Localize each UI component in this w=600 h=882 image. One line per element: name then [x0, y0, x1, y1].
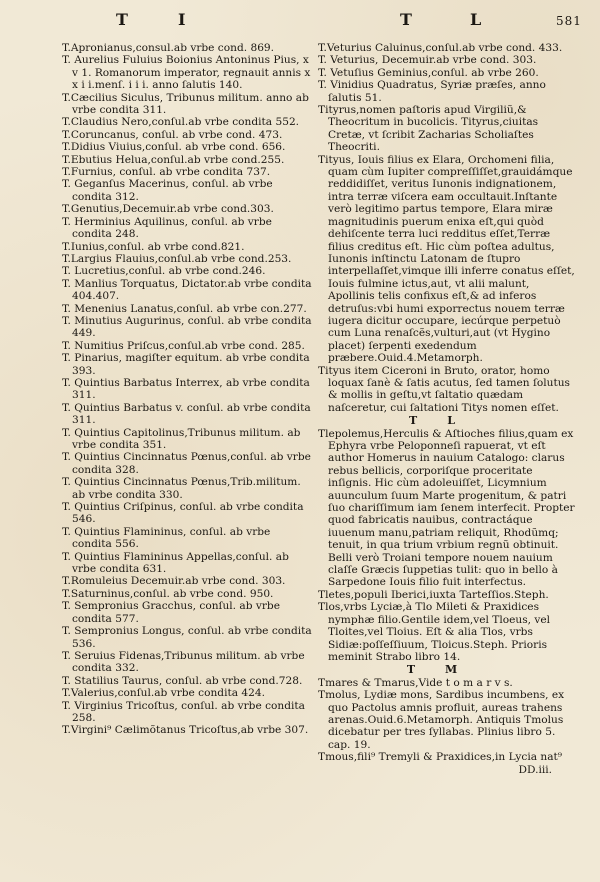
left-column — [62, 42, 312, 737]
dictionary-entry: Tityus item Ciceroni in Bruto, orator, homo loquax ſanè & ſatis acutus, ſed tamen ſolutus & mollis in geſtu,vt ſaltatio quædam naſceretur, cui ſaltationi Titys nomen eſſet. — [318, 364, 570, 414]
dictionary-entry: T. Sempronius Longus, conſul. ab vrbe condita 536. — [62, 625, 312, 650]
dictionary-entry: T.Didius Viuius,conſul. ab vrbe cond. 656. — [62, 141, 286, 154]
dictionary-entry: T.Veturius Caluinus,conſul.ab vrbe cond. 433. — [318, 42, 563, 54]
dictionary-entry: T. Vetuſius Geminius,conſul. ab vrbe 260. — [318, 66, 539, 79]
running-header — [0, 10, 600, 30]
header-letter: T — [116, 10, 129, 29]
dictionary-entry: T.Apronianus,consul.ab vrbe cond. 869. — [62, 42, 275, 54]
dictionary-entry: T.Claudius Nero,conſul.ab vrbe condita 552. — [62, 116, 300, 129]
right-entries-a — [318, 42, 576, 414]
dictionary-entry: T. Quintius Capitolinus,Tribunus militum. ab vrbe condita 351. — [62, 426, 301, 451]
dictionary-entry: Tlepolemus,Herculis & Aſtioches filius,quam ex Ephyra vrbe Peloponneſi rapuerat, vt eſt author Homerus in nauium Catalogo: clarus rebus bellicis, corporiſque proceritate inſignis. Hic cùm adoleuiſſet, Licymnium auunculum ſuum Marte progenitum, & patri ſuo chariſſimum iam ſenem interfecit. Propter quod fabricatis nauibus, contractáque iuuenum manu,patriam reliquit, Rhodũmq; tenuit, in qua trium vrbium regnũ obtinuit. Belli verò Troiani tempore nouem nauium claſſe Græcis ſuppetias tulit: quo in bello à Sarpedone Iouis filio fuit interfectus. — [318, 427, 575, 589]
section-heading-tm: TM — [406, 663, 488, 677]
right-entries-c — [318, 677, 576, 764]
dictionary-entry: T. Quintius Cincinnatus Pœnus,conſul. ab vrbe condita 328. — [62, 451, 311, 476]
dictionary-entry: T. Veturius, Decemuir.ab vrbe cond. 303. — [318, 54, 537, 67]
dictionary-entry: T.Valerius,conſul.ab vrbe condita 424. — [62, 687, 266, 700]
header-letter: I — [178, 10, 187, 29]
dictionary-entry: T. Quintius Criſpinus, conſul. ab vrbe condita 546. — [62, 501, 304, 526]
dictionary-entry: T.Largius Flauius,conſul.ab vrbe cond.253. — [62, 252, 292, 265]
catchword: DD.iii. — [518, 763, 552, 776]
dictionary-entry: T. Quintius Cincinnatus Pœnus,Trib.militum. ab vrbe condita 330. — [62, 476, 301, 501]
dictionary-entry: T. Menenius Lanatus,conſul. ab vrbe con.277. — [62, 302, 307, 315]
dictionary-entry: T.Romuleius Decemuir.ab vrbe cond. 303. — [62, 575, 286, 588]
dictionary-entry: T. Herminius Aquilinus, conſul. ab vrbe condita 248. — [62, 215, 272, 241]
page-number: 581 — [556, 14, 582, 28]
dictionary-entry: Tityrus,nomen paſtoris apud Virgiliũ,& Theocritum in bucolicis. Tityrus,ciuitas Cretæ, vt ſcribit Zacharias Scholiaſtes Theocriti. — [318, 104, 539, 154]
header-letter: T — [400, 10, 413, 29]
dictionary-entry: T.Furnius, conſul. ab vrbe condita 737. — [62, 166, 271, 179]
right-entries-b — [318, 428, 576, 664]
dictionary-entry: Tletes,populi Iberici,iuxta Tarteſſios.Steph. — [318, 588, 549, 601]
dictionary-entry: T. Pinarius, magiſter equitum. ab vrbe condita 393. — [62, 352, 310, 377]
dictionary-entry: Tityus, Iouis filius ex Elara, Orchomeni filia, quam cùm Iupiter compreſſiſſet,grauidámque reddidiſſet, veritus Iunonis indignationem, intra terræ viſcera eam occultauit.Inſtante verò legitimo partus tempore, Elara miræ magnitudinis puerum enixa eſt,qui quòd dehiſcente terra luci redditus eſſet,Terræ filius creditus eſt. Hic cùm poſtea adultus, Iunonis inſtinctu Latonam de ſtupro interpellaſſet,vimque illi inferre conatus eſſet, Iouis fulmine ictus,aut, vt alii malunt, Apollinis telis confixus eſt,& ad inferos detruſus:vbi humi exporrectus nouem terræ iugera dicitur occupare, iecúrque perpetuò cum Luna renaſcẽs,vulturi,aut (vt Hygino placet) ſerpenti exedendum præbere.Ouid.4.Metamorph. — [318, 153, 575, 365]
dictionary-entry: Tmares & Tmarus,Vide t o m a r v s. — [318, 676, 513, 689]
dictionary-entry: T. Quintius Flamininus, conſul. ab vrbe condita 556. — [62, 525, 271, 551]
dictionary-entry: T.Saturninus,conſul. ab vrbe cond. 950. — [62, 587, 274, 600]
section-heading-tl: TL — [409, 414, 485, 428]
dictionary-entry: T. Quintius Barbatus Interrex, ab vrbe condita 311. — [62, 376, 310, 402]
dictionary-entry: T. Numitius Priſcus,conſul.ab vrbe cond. 285. — [62, 339, 305, 352]
dictionary-entry: T.Virgini⁹ Cælimõtanus Tricoſtus,ab vrbe 307. — [62, 724, 309, 737]
dictionary-entry: T. Manlius Torquatus, Dictator.ab vrbe condita 404.407. — [62, 277, 312, 303]
header-letter: L — [470, 10, 483, 29]
dictionary-entry: T. Vinidius Quadratus, Syriæ præſes, anno ſalutis 51. — [318, 79, 546, 104]
dictionary-entry: T. Geganſus Macerinus, conſul. ab vrbe condita 312. — [62, 178, 273, 203]
dictionary-entry: T. Minutius Augurinus, conſul. ab vrbe condita 449. — [62, 314, 312, 340]
dictionary-entry: T.Ebutius Helua,conſul.ab vrbe cond.255. — [62, 153, 285, 166]
dictionary-entry: T. Seruius Fidenas,Tribunus militum. ab vrbe condita 332. — [62, 649, 305, 675]
dictionary-entry: T. Quintius Barbatus v. conſul. ab vrbe condita 311. — [62, 401, 311, 427]
dictionary-entry: T. Statilius Taurus, conſul. ab vrbe cond.728. — [62, 674, 303, 687]
dictionary-entry: Tmous,fili⁹ Tremyli & Praxidices,in Lycia nat⁹ — [318, 751, 563, 764]
dictionary-entry: T.Iunius,conſul. ab vrbe cond.821. — [62, 240, 245, 253]
dictionary-entry: T. Aurelius Fuluius Boionius Antoninus Pius, x v 1. Romanorum imperator, regnauit annis x x i i.menſ. i i i. anno ſalutis 140. — [62, 54, 311, 92]
dictionary-entry: T.Cæcilius Siculus, Tribunus militum. anno ab vrbe condita 311. — [62, 91, 309, 117]
dictionary-entry: T. Sempronius Gracchus, conſul. ab vrbe condita 577. — [62, 600, 280, 625]
dictionary-entry: T. Quintius Flamininus Appellas,conſul. ab vrbe condita 631. — [62, 550, 289, 576]
dictionary-entry: Tmolus, Lydiæ mons, Sardibus incumbens, ex quo Pactolus amnis profluit, aureas trahens arenas.Ouid.6.Metamorph. Antiquis Tmolus dicebatur per tres ſyllabas. Plinius libro 5. cap. 19. — [318, 689, 565, 751]
right-column — [318, 42, 576, 776]
dictionary-entry: T. Lucretius,conſul. ab vrbe cond.246. — [62, 265, 266, 278]
dictionary-entry: Tlos,vrbs Lyciæ,à Tlo Mileti & Praxidices nymphæ filio.Gentile idem,vel Tloeus, vel Tloites,vel Tloius. Eſt & alia Tlos, vrbs Sidiæ:poſſeſſiuum, Tloicus.Steph. Prioris meminit Strabo libro 14. — [318, 601, 551, 663]
dictionary-entry: T. Virginius Tricoſtus, conſul. ab vrbe condita 258. — [62, 699, 305, 724]
dictionary-entry: T.Coruncanus, conſul. ab vrbe cond. 473. — [62, 128, 283, 141]
dictionary-entry: T.Genutius,Decemuir.ab vrbe cond.303. — [62, 203, 274, 216]
